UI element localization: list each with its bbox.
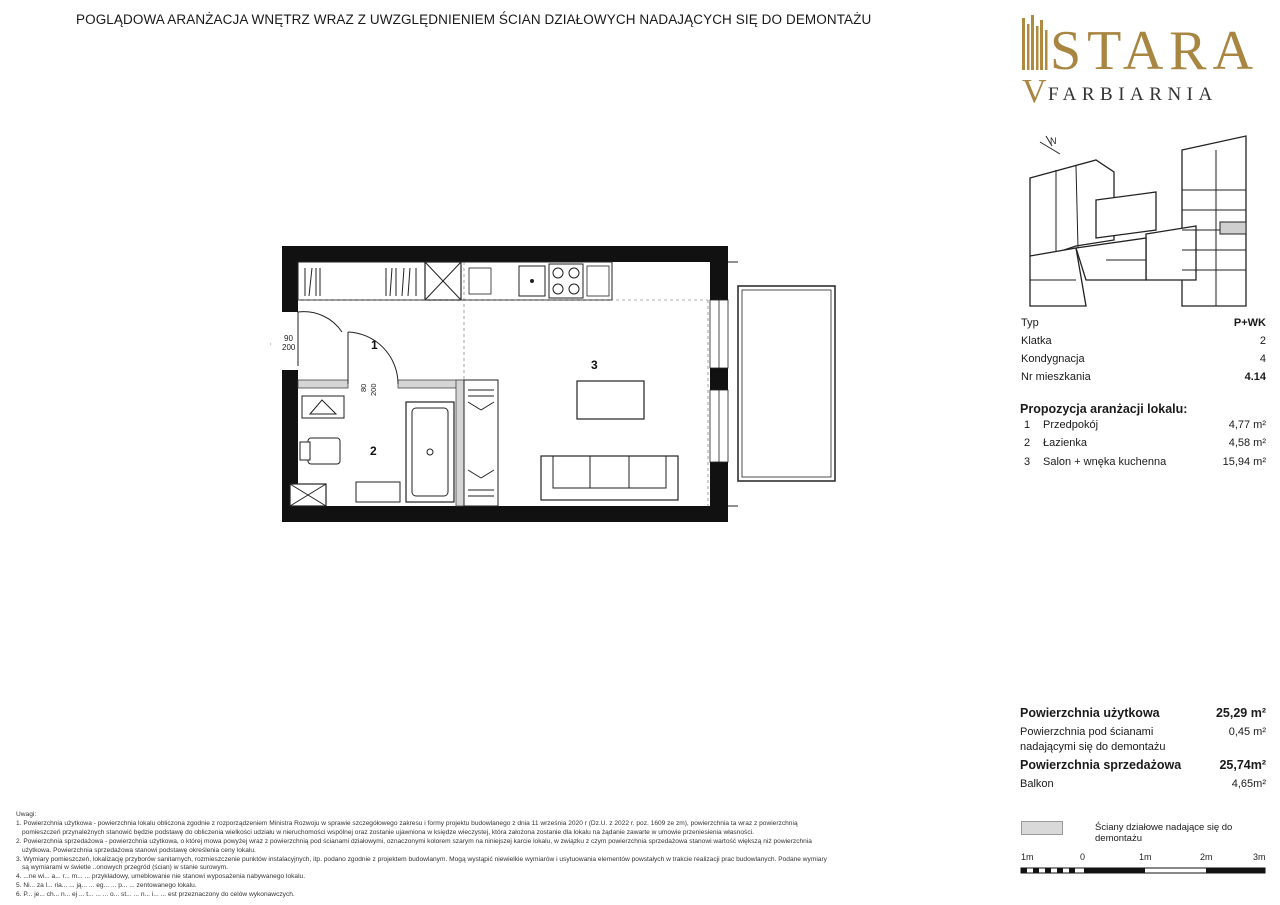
room-number-2: 2 bbox=[370, 444, 377, 458]
info-value: 2 bbox=[1259, 335, 1266, 347]
wall-top bbox=[282, 246, 728, 262]
info-row-stairwell bbox=[1021, 335, 1266, 351]
legend-swatch bbox=[1021, 821, 1063, 835]
info-label: Nr mieszkania bbox=[1021, 371, 1091, 383]
note-line: użytkowa. Powierzchnia sprzedażowa stanowi podstawę określenia ceny lokalu. bbox=[22, 846, 256, 854]
note-line: 1. Powierzchnia użytkowa - powierzchnia lokalu obliczona zgodnie z rozporządzeniem Ministra Rozwoju w sprawie szczegółowego zakresu i formy projektu budowlanego z dnia 11 września 2020 r (Dz.U. z 2022 r. poz. 1609 ze zm), powierzchnia ta wraz z powierzchnią bbox=[16, 819, 798, 827]
note-line: 3. Wymiary pomieszczeń, lokalizację przyborów sanitarnych, rozmieszczenie punktów instalacyjnych, itp. podano zgodnie z projektem budowlanym. Mogą wystąpić niewielkie wymiarów i usytuowania elementów powstałych w trakcie realizacji prac budowlanych. Podane wymiary bbox=[16, 855, 827, 863]
room-row-living: 3 Salon + wnęka kuchenna 15,94 m² bbox=[1024, 456, 1266, 468]
bathtub bbox=[406, 402, 454, 502]
partition-wall bbox=[398, 380, 464, 388]
table bbox=[577, 381, 644, 419]
balcony-area-row: Balkon 4,65m² bbox=[1020, 778, 1266, 790]
info-row-type bbox=[1021, 317, 1266, 333]
washbasin bbox=[302, 396, 344, 418]
scale-tick-label: 0 bbox=[1080, 852, 1086, 862]
logo-stara-text: STARA bbox=[1050, 20, 1260, 82]
note-line: 5. Ni... za l... ria... ... ją... ... eg... ... p... ... zentowanego lokalu. bbox=[16, 882, 197, 890]
door-bath-height: 200 bbox=[369, 383, 378, 396]
stara-farbiarnia-logo bbox=[1016, 12, 1268, 108]
room-number-3: 3 bbox=[591, 358, 598, 372]
page-title: POGLĄDOWA ARANŻACJA WNĘTRZ WRAZ Z UWZGLĘDNIENIEM ŚCIAN DZIAŁOWYCH NADAJĄCYCH SIĘ DO DEMONTAŻU bbox=[76, 12, 872, 27]
notes-block bbox=[16, 811, 991, 900]
info-label: Klatka bbox=[1021, 335, 1052, 347]
info-value: 4.14 bbox=[1244, 371, 1266, 383]
door-main-height: 200 bbox=[282, 343, 296, 352]
arrangement-title: Propozycja aranżacji lokalu: bbox=[1020, 402, 1188, 416]
note-line: 4. ...ne wi... a... r... m... ... przykładowy, umeblowanie nie stanowi wyposażenia nabywanego lokalu. bbox=[16, 873, 306, 881]
north-label: N bbox=[1050, 136, 1057, 146]
note-line: 2. Powierzchnia sprzedażowa - powierzchnia użytkowa, o której mowa powyżej wraz z powierzchnią pod ścianami działowymi, oznaczonymi kolorem szarym na niniejszej karcie lokalu, w związku z czym powierzchnia sprzedażowa stanowi wartość większą niż powierzchnia bbox=[16, 837, 812, 845]
info-value: P+WK bbox=[1233, 317, 1266, 329]
sofa bbox=[541, 456, 678, 500]
scale-tick-label: 2m bbox=[1200, 852, 1213, 862]
note-line: są wymiarami w świetle ..onowych przegród (ścian) w stanie surowym. bbox=[22, 864, 228, 872]
usable-area-row: Powierzchnia użytkowa 25,29 m² bbox=[1020, 706, 1266, 720]
logo-farbiarnia-text: FARBIARNIA bbox=[1048, 84, 1218, 105]
balcony bbox=[738, 286, 835, 481]
wardrobe bbox=[464, 380, 498, 506]
info-value: 4 bbox=[1259, 353, 1266, 365]
scale-tick-label: 3m bbox=[1253, 852, 1266, 862]
room-number-1: 1 bbox=[371, 338, 378, 352]
door-main-width: 90 bbox=[284, 334, 293, 343]
scale-tick-label: 1m bbox=[1139, 852, 1152, 862]
legend-text: Ściany działowe nadające się do demontażu bbox=[1095, 822, 1233, 844]
wall-bottom bbox=[282, 506, 728, 522]
wall-right bbox=[710, 246, 728, 522]
room-row-hall: 1 Przedpokój 4,77 m² bbox=[1024, 419, 1266, 431]
partition-wall bbox=[456, 380, 464, 506]
floor-plan bbox=[270, 238, 850, 528]
bathroom-cabinet bbox=[356, 482, 400, 502]
logo-v-initial: V bbox=[1022, 73, 1047, 108]
wall-left bbox=[282, 246, 298, 522]
building-key-plan bbox=[1016, 130, 1256, 308]
info-label: Typ bbox=[1021, 317, 1039, 329]
partition-wall bbox=[298, 380, 348, 388]
walls-area-row: Powierzchnia pod ścianami nadającymi się do demontażu 0,45 m² bbox=[1020, 726, 1266, 753]
scale-bar bbox=[1018, 850, 1270, 880]
room-row-bathroom: 2 Łazienka 4,58 m² bbox=[1024, 437, 1266, 449]
info-row-floor bbox=[1021, 353, 1266, 369]
note-line: pomieszczeń przynależnych stanowić będzie podstawę do obliczenia wielkości udziału w nieruchomości wspólnej oraz zostanie ujawniona w księdze wieczystej, która założona zostanie dla lokalu na żądanie zawarte w umowie przeniesienia własności. bbox=[22, 828, 754, 836]
door-bath-width: 80 bbox=[359, 383, 368, 392]
notes-heading: Uwagi: bbox=[16, 811, 37, 818]
note-line: 6. P... je... ch... n... ej ... t... ... ... o... st... ... n... i... ... est przeznaczony do celów wykonawczych. bbox=[16, 891, 295, 899]
info-row-apartment-no bbox=[1021, 371, 1266, 387]
apartment-highlight bbox=[1220, 222, 1246, 234]
cooktop bbox=[549, 264, 583, 298]
sale-area-row: Powierzchnia sprzedażowa 25,74m² bbox=[1020, 758, 1266, 772]
toilet bbox=[308, 438, 340, 464]
scale-tick-label: 1m bbox=[1021, 852, 1034, 862]
info-label: Kondygnacja bbox=[1021, 353, 1085, 365]
